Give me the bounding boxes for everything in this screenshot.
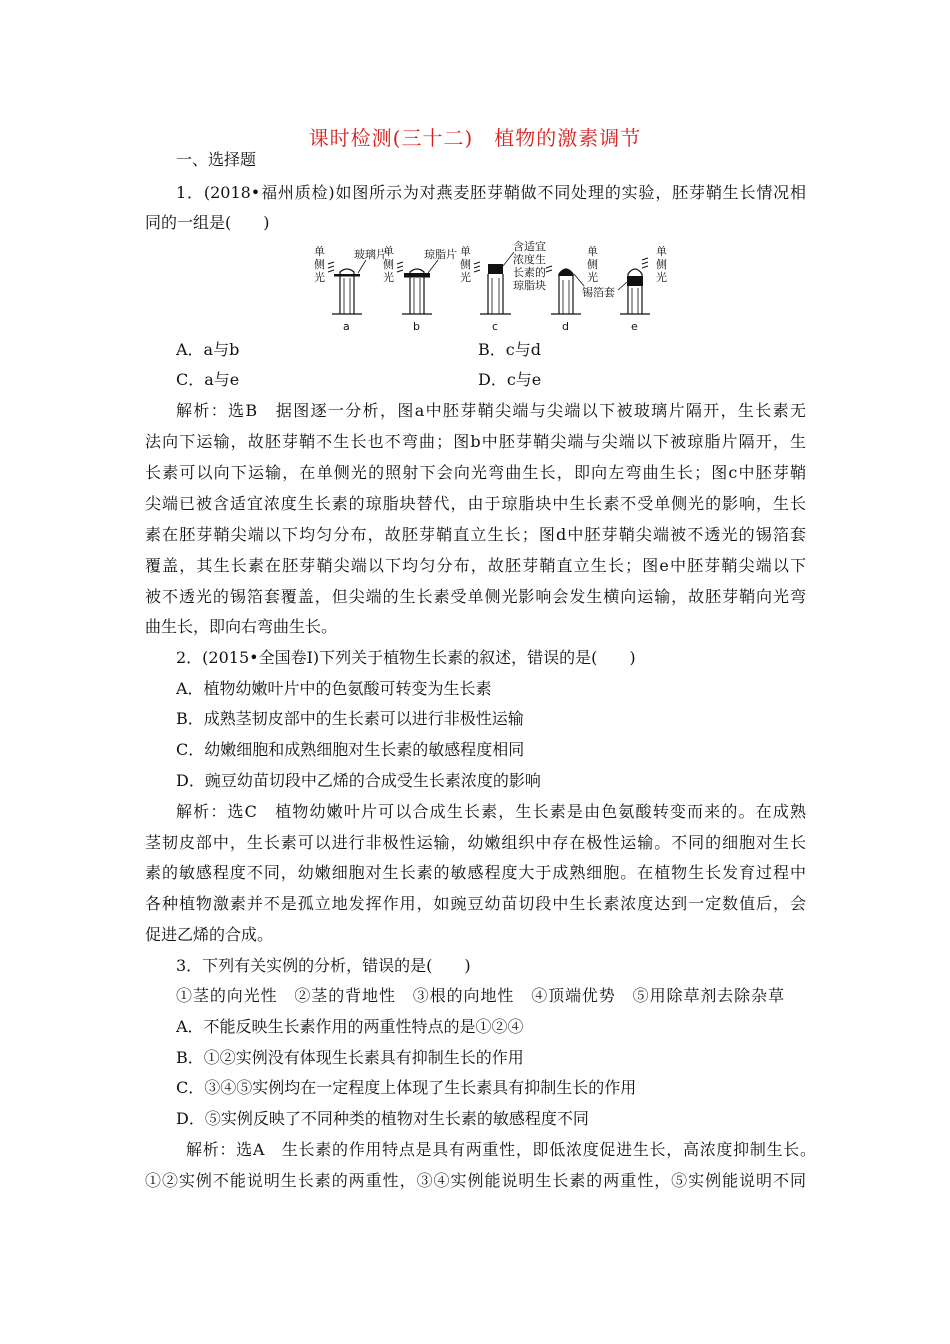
svg-text:侧: 侧 <box>460 258 471 271</box>
page-title: 课时检测(三十二) 植物的激素调节 <box>308 126 642 150</box>
q2-analysis-line: 解析：选C 植物幼嫩叶片可以合成生长素，生长素是由色氨酸转变而来的。在成熟 <box>176 802 806 821</box>
q1-option-b: B．c与d <box>478 340 541 359</box>
q1-option-a: A．a与b <box>176 340 240 359</box>
q3-option-b: B．①②实例没有体现生长素具有抑制生长的作用 <box>176 1048 524 1067</box>
q1-option-c: C．a与e <box>176 370 240 389</box>
svg-text:单: 单 <box>656 245 667 258</box>
q1-analysis-line: 被不透光的锡箔套覆盖，但尖端的生长素受单侧光影响会发生横向运输，故胚芽鞘向光弯 <box>145 587 806 606</box>
q3-option-a: A．不能反映生长素作用的两重性特点的是①②④ <box>176 1017 524 1036</box>
svg-text:侧: 侧 <box>587 258 598 271</box>
panel-d <box>551 269 584 314</box>
q3-analysis-line: 解析：选A 生长素的作用特点是具有两重性，即低浓度促进生长，高浓度抑制生长。 <box>186 1140 816 1159</box>
panel-e <box>618 269 650 314</box>
svg-text:含适宜: 含适宜 <box>513 240 546 253</box>
section-heading: 一、选择题 <box>176 150 257 169</box>
q1-stem-line1: 1．(2018•福州质检)如图所示为对燕麦胚芽鞘做不同处理的实验，胚芽鞘生长情况相 <box>176 183 806 202</box>
q3-analysis-line: ①②实例不能说明生长素的两重性，③④实例能说明生长素的两重性，⑤实例能说明不同 <box>145 1171 806 1190</box>
side-light-label-a <box>314 245 325 284</box>
svg-text:侧: 侧 <box>656 258 667 271</box>
panel-letter-d: d <box>562 320 569 333</box>
side-light-label-c <box>460 245 471 284</box>
q2-option-a: A．植物幼嫩叶片中的色氨酸可转变为生长素 <box>176 679 492 698</box>
q1-analysis-line: 长素可以向下运输，在单侧光的照射下会向光弯曲生长，即向左弯曲生长；图c中胚芽鞘 <box>145 463 806 482</box>
svg-text:单: 单 <box>587 245 598 258</box>
q1-analysis-line: 解析：选B 据图逐一分析，图a中胚芽鞘尖端与尖端以下被玻璃片隔开，生长素无 <box>176 401 806 420</box>
side-light-label-e <box>656 245 667 284</box>
q2-stem: 2．(2015•全国卷Ⅰ)下列关于植物生长素的叙述，错误的是( ) <box>176 648 636 667</box>
panel-c <box>480 252 514 314</box>
svg-text:光: 光 <box>587 271 598 284</box>
svg-text:侧: 侧 <box>314 258 325 271</box>
panel-a <box>332 260 366 314</box>
q2-option-c: C．幼嫩细胞和成熟细胞对生长素的敏感程度相同 <box>176 740 525 759</box>
svg-text:琼脂块: 琼脂块 <box>513 279 546 292</box>
q2-option-b: B．成熟茎韧皮部中的生长素可以进行非极性运输 <box>176 709 524 728</box>
svg-text:光: 光 <box>314 271 325 284</box>
auxin-block-label <box>513 239 546 292</box>
agar-sheet-label: 琼脂片 <box>424 248 457 261</box>
svg-text:单: 单 <box>383 245 394 258</box>
panel-letter-c: c <box>492 320 499 333</box>
panel-letter-a: a <box>343 320 350 333</box>
svg-text:侧: 侧 <box>383 258 394 271</box>
coleoptile-experiment-figure <box>300 238 680 334</box>
q3-option-c: C．③④⑤实例均在一定程度上体现了生长素具有抑制生长的作用 <box>176 1078 637 1097</box>
q1-analysis-line: 曲生长，即向右弯曲生长。 <box>145 617 338 636</box>
foil-sleeve-label: 锡箔套 <box>582 286 615 299</box>
q2-option-d: D．豌豆幼苗切段中乙烯的合成受生长素浓度的影响 <box>176 771 541 790</box>
q1-analysis-line: 法向下运输，故胚芽鞘不生长也不弯曲；图b中胚芽鞘尖端与尖端以下被琼脂片隔开，生 <box>145 432 806 451</box>
panel-letter-e: e <box>631 320 638 333</box>
q2-analysis-line: 各种植物激素并不是孤立地发挥作用，如豌豆幼苗切段中生长素浓度达到一定数值后，会 <box>145 894 806 913</box>
svg-text:单: 单 <box>460 245 471 258</box>
glass-plate-label: 玻璃片 <box>354 248 387 261</box>
q1-analysis-line: 素在胚芽鞘尖端以下均匀分布，故胚芽鞘直立生长；图d中胚芽鞘尖端被不透光的锡箔套 <box>145 525 806 544</box>
svg-text:浓度生: 浓度生 <box>513 253 546 266</box>
svg-text:光: 光 <box>383 271 394 284</box>
q2-analysis-line: 茎韧皮部中，生长素可以进行非极性运输，幼嫩组织中存在极性运输。不同的细胞对生长 <box>145 833 806 852</box>
svg-text:光: 光 <box>460 271 471 284</box>
side-light-char: 单 <box>314 245 325 258</box>
q2-analysis-line: 促进乙烯的合成。 <box>145 925 274 944</box>
q1-analysis-line: 覆盖，其生长素在胚芽鞘尖端以下均匀分布，故胚芽鞘直立生长；图e中胚芽鞘尖端以下 <box>145 556 806 575</box>
q1-stem-line2: 同的一组是( ) <box>145 213 270 232</box>
panel-letter-b: b <box>413 320 420 333</box>
q1-analysis-line: 尖端已被含适宜浓度生长素的琼脂块替代，由于琼脂块中生长素不受单侧光的影响，生长 <box>145 494 806 513</box>
q3-option-d: D．⑤实例反映了不同种类的植物对生长素的敏感程度不同 <box>176 1109 589 1128</box>
q3-examples: ①茎的向光性 ②茎的背地性 ③根的向地性 ④顶端优势 ⑤用除草剂去除杂草 <box>176 986 784 1005</box>
svg-text:长素的: 长素的 <box>513 266 546 279</box>
q2-analysis-line: 素的敏感程度不同，幼嫩细胞对生长素的敏感程度大于成熟细胞。在植物生长发育过程中 <box>145 863 806 882</box>
q3-stem: 3．下列有关实例的分析，错误的是( ) <box>176 956 471 975</box>
side-light-label-d <box>587 245 598 284</box>
svg-text:光: 光 <box>656 271 667 284</box>
q1-option-d: D．c与e <box>478 370 542 389</box>
panel-b <box>402 260 438 314</box>
